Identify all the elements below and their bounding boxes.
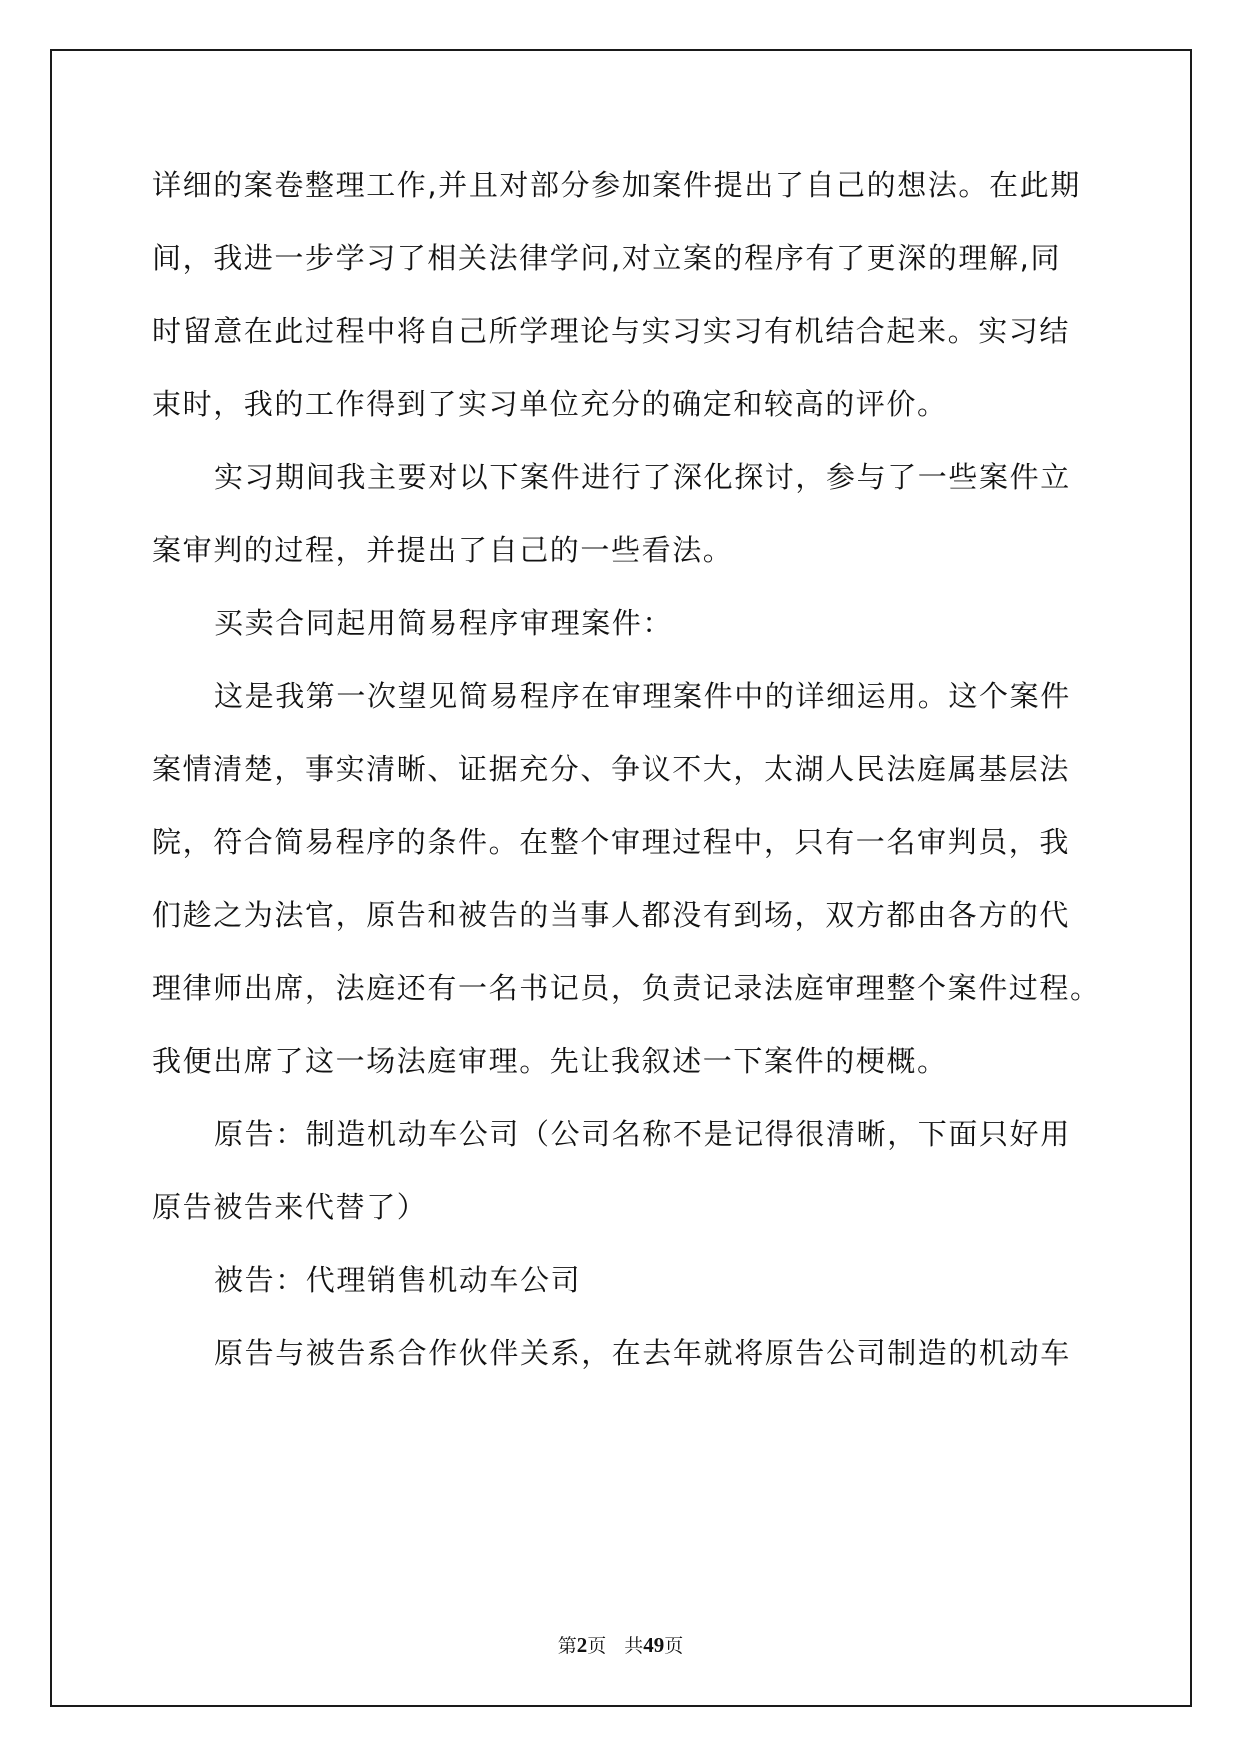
text-line: 我便出席了这一场法庭审理。先让我叙述一下案件的梗概。 <box>152 1044 948 1078</box>
text-line: 案情清楚，事实清晰、证据充分、争议不大，太湖人民法庭属基层法 <box>152 752 1071 786</box>
text-line: 理律师出席，法庭还有一名书记员，负责记录法庭审理整个案件过程。 <box>152 971 1101 1005</box>
total-prefix: 共 <box>624 1635 644 1657</box>
total-pages: 49 <box>643 1633 665 1657</box>
defendant-line: 被告：代理销售机动车公司 <box>214 1263 582 1297</box>
page-suffix: 页 <box>587 1635 607 1657</box>
text-line: 院，符合简易程序的条件。在整个审理过程中，只有一名审判员，我 <box>152 825 1071 859</box>
paragraph-start-line: 实习期间我主要对以下案件进行了深化探讨，参与了一些案件立 <box>214 460 1071 494</box>
page-footer <box>0 1633 1241 1658</box>
paragraph-start-line: 这是我第一次望见简易程序在审理案件中的详细运用。这个案件 <box>214 679 1071 713</box>
page-number: 2 <box>576 1633 588 1657</box>
text-line: 们趁之为法官，原告和被告的当事人都没有到场，双方都由各方的代 <box>152 898 1071 932</box>
text-line: 详细的案卷整理工作,并且对部分参加案件提出了自己的想法。在此期 <box>152 168 1081 202</box>
total-suffix: 页 <box>664 1635 684 1657</box>
section-heading-line: 买卖合同起用简易程序审理案件： <box>214 606 674 640</box>
text-line: 间，我进一步学习了相关法律学问,对立案的程序有了更深的理解,同 <box>152 241 1062 275</box>
paragraph-start-line: 原告与被告系合作伙伴关系，在去年就将原告公司制造的机动车 <box>214 1336 1071 1370</box>
page-border <box>50 49 1192 1707</box>
page-prefix: 第 <box>557 1635 577 1657</box>
text-line: 时留意在此过程中将自己所学理论与实习实习有机结合起来。实习结 <box>152 314 1071 348</box>
plaintiff-line: 原告：制造机动车公司（公司名称不是记得很清晰，下面只好用 <box>214 1117 1071 1151</box>
text-line: 原告被告来代替了） <box>152 1190 428 1224</box>
text-line: 案审判的过程，并提出了自己的一些看法。 <box>152 533 734 567</box>
text-line: 束时，我的工作得到了实习单位充分的确定和较高的评价。 <box>152 387 948 421</box>
